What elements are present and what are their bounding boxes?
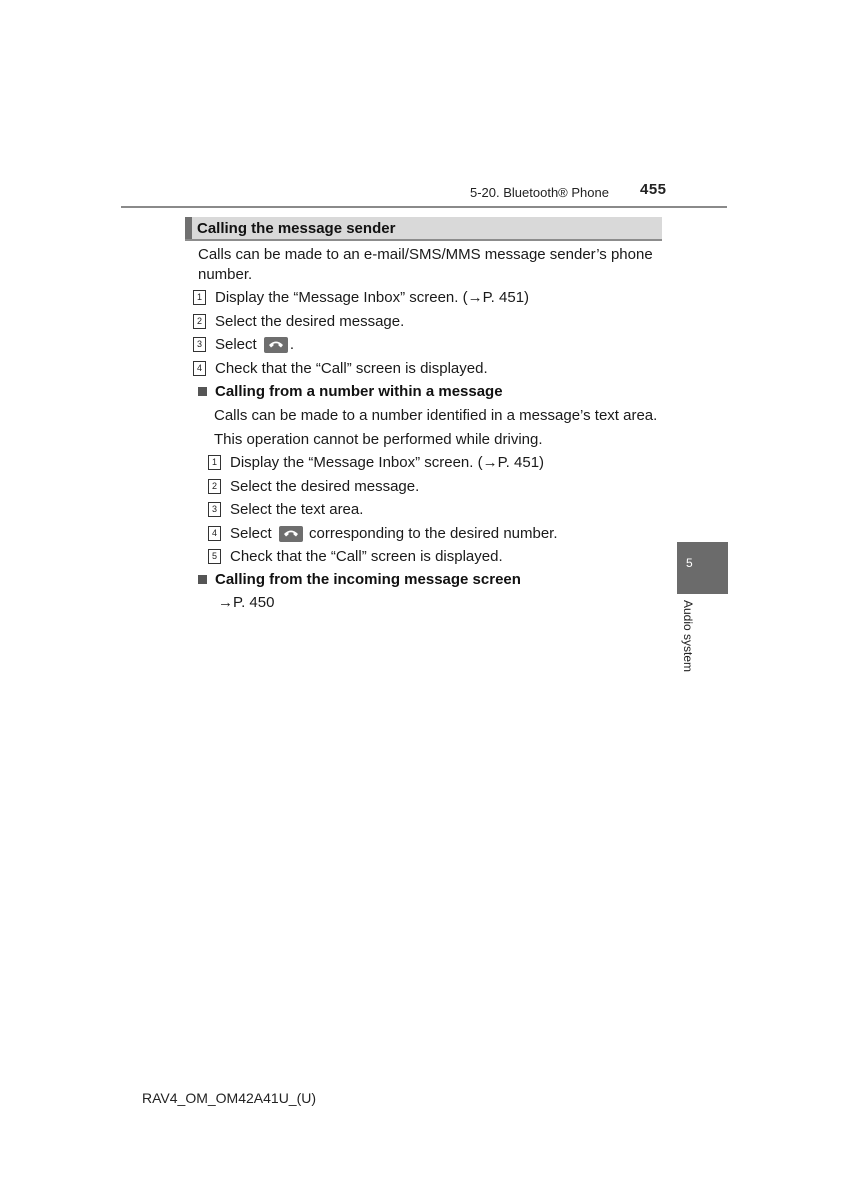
square-bullet-icon <box>198 387 207 396</box>
chapter-number: 5 <box>686 556 693 570</box>
intro-line-1: Calls can be made to an e-mail/SMS/MMS message sender’s phone <box>198 246 653 263</box>
step-text: Select the text area. <box>230 501 364 518</box>
subsection-heading <box>198 383 503 400</box>
step-item <box>193 289 529 306</box>
phone-call-icon <box>264 337 288 353</box>
step-item <box>193 313 404 330</box>
step-number: 1 <box>193 290 206 305</box>
sub-step-item <box>208 501 363 518</box>
step-number: 2 <box>208 479 221 494</box>
footer-doc-code: RAV4_OM_OM42A41U_(U) <box>142 1090 317 1106</box>
step-number: 4 <box>193 361 206 376</box>
chapter-label: Audio system <box>681 600 695 673</box>
step-number: 3 <box>208 502 221 517</box>
page-number: 455 <box>640 181 667 198</box>
step-text: Display the “Message Inbox” screen. (→P. 451) <box>215 289 530 306</box>
step-item <box>193 360 488 377</box>
subsection-reference: →P. 450 <box>218 594 275 611</box>
subsection-title: Calling from a number within a message <box>215 383 503 400</box>
sub-step-item <box>208 454 544 471</box>
phone-call-icon <box>279 526 303 542</box>
subsection-desc-2: This operation cannot be performed while driving. <box>214 431 543 448</box>
header-section-title: 5-20. Bluetooth® Phone <box>470 185 609 200</box>
step-number: 3 <box>193 337 206 352</box>
sub-step-item <box>208 548 503 565</box>
header-divider <box>121 206 727 208</box>
sub-step-item <box>208 525 558 542</box>
section-heading-bar <box>185 217 192 239</box>
step-text-after: . <box>289 336 295 353</box>
step-text: Check that the “Call” screen is displayed. <box>215 360 488 377</box>
section-heading <box>185 217 662 241</box>
intro-line-2: number. <box>198 266 253 283</box>
step-text: Select the desired message. <box>215 313 405 330</box>
step-number: 1 <box>208 455 221 470</box>
subsection-desc-1: Calls can be made to a number identified in a message’s text area. <box>214 407 658 424</box>
step-text: Check that the “Call” screen is displayed. <box>230 548 503 565</box>
section-heading-text: Calling the message sender <box>197 220 396 237</box>
chapter-tab <box>677 542 728 594</box>
square-bullet-icon <box>198 575 207 584</box>
step-text-after: corresponding to the desired number. <box>304 525 558 542</box>
step-number: 2 <box>193 314 206 329</box>
step-item <box>193 336 294 353</box>
subsection-heading <box>198 571 521 588</box>
step-text-before: Select <box>215 336 261 353</box>
step-number: 4 <box>208 526 221 541</box>
step-text-before: Select <box>230 525 276 542</box>
step-text: Select the desired message. <box>230 478 420 495</box>
step-text: Display the “Message Inbox” screen. (→P. 451) <box>230 454 545 471</box>
step-number: 5 <box>208 549 221 564</box>
subsection-title: Calling from the incoming message screen <box>215 571 521 588</box>
sub-step-item <box>208 478 419 495</box>
